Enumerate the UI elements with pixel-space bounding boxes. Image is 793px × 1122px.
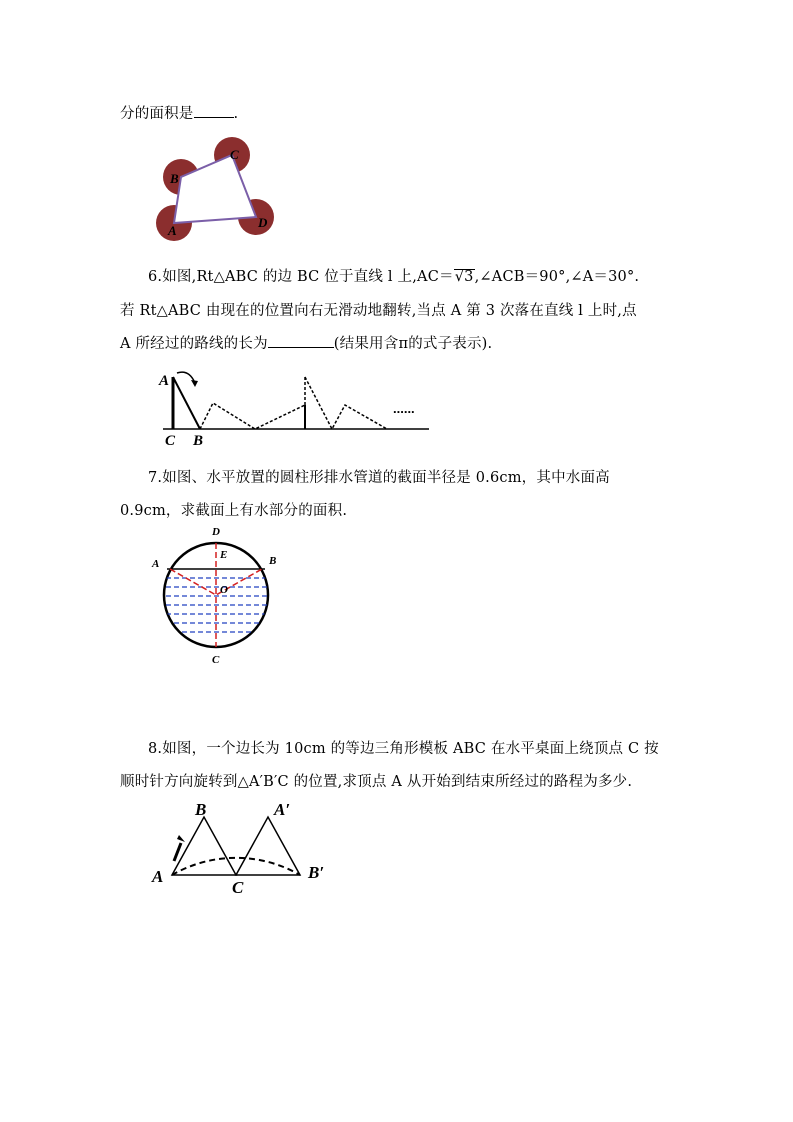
sqrt-3: √3 [454, 269, 474, 285]
q6-line-3: A 所经过的路线的长为 (结果用含π的式子表示). [120, 332, 492, 353]
label-e: E [220, 549, 228, 561]
triangle-abc [172, 817, 236, 875]
triangle-a-prime-b-prime-c [236, 817, 300, 875]
label-b: B [195, 800, 207, 819]
arc-path [172, 858, 300, 875]
label-c: C [232, 878, 244, 895]
label-b-prime: B′ [308, 863, 325, 882]
label-a: A [159, 373, 170, 389]
arrow-head-icon [191, 380, 198, 387]
figure-5-quadrilateral [150, 135, 280, 245]
water-lines [158, 578, 274, 632]
label-d: D [258, 215, 268, 230]
figure-7-pipe-cross-section [148, 520, 288, 668]
label-b: B [193, 433, 204, 449]
label-b: B [170, 171, 179, 186]
label-c: C [230, 147, 239, 162]
label-a: A [152, 867, 164, 886]
q8-line-1: 8.如图，一个边长为 10cm 的等边三角形模板 ABC 在水平桌面上绕顶点 C 按 [148, 741, 659, 757]
arrow-head-icon [177, 835, 185, 842]
figure-8-rotating-triangle [148, 795, 348, 895]
q5-answer-blank [194, 103, 234, 118]
label-a: A [152, 558, 160, 570]
q5-tail-text: 分的面积是 . [120, 102, 238, 123]
pi-symbol: π [398, 336, 409, 352]
label-a-prime: A′ [274, 800, 291, 819]
q8-line-2: 顺时针方向旋转到△A′B′C 的位置,求顶点 A 从开始到结束所经过的路程为多少. [120, 774, 633, 790]
dashed-path-1 [200, 403, 305, 429]
q7-line-1: 7.如图、水平放置的圆柱形排水管道的截面半径是 0.6cm，其中水面高 [148, 470, 610, 486]
label-a: A [168, 223, 177, 238]
q6-line-1: 6.如图,Rt△ABC 的边 BC 位于直线 l 上,AC＝√3,∠ACB＝90°,∠A＝30°. [148, 269, 640, 285]
dashed-path-2 [305, 377, 387, 429]
figure-6-rolling-triangle [155, 365, 435, 450]
label-d: D [212, 526, 220, 538]
q7-line-2: 0.9cm，求截面上有水部分的面积. [120, 503, 348, 519]
label-b: B [269, 555, 277, 567]
q5-tail: 分的面积是 [120, 106, 194, 122]
rotation-arrow [174, 843, 181, 861]
continuation-dots: ...... [393, 401, 415, 416]
label-o: O [220, 584, 228, 596]
label-c: C [212, 654, 220, 666]
label-c: C [165, 433, 176, 449]
q6-line-2: 若 Rt△ABC 由现在的位置向右无滑动地翻转,当点 A 第 3 次落在直线 l 上时,点 [120, 303, 637, 319]
q6-answer-blank [268, 333, 334, 348]
